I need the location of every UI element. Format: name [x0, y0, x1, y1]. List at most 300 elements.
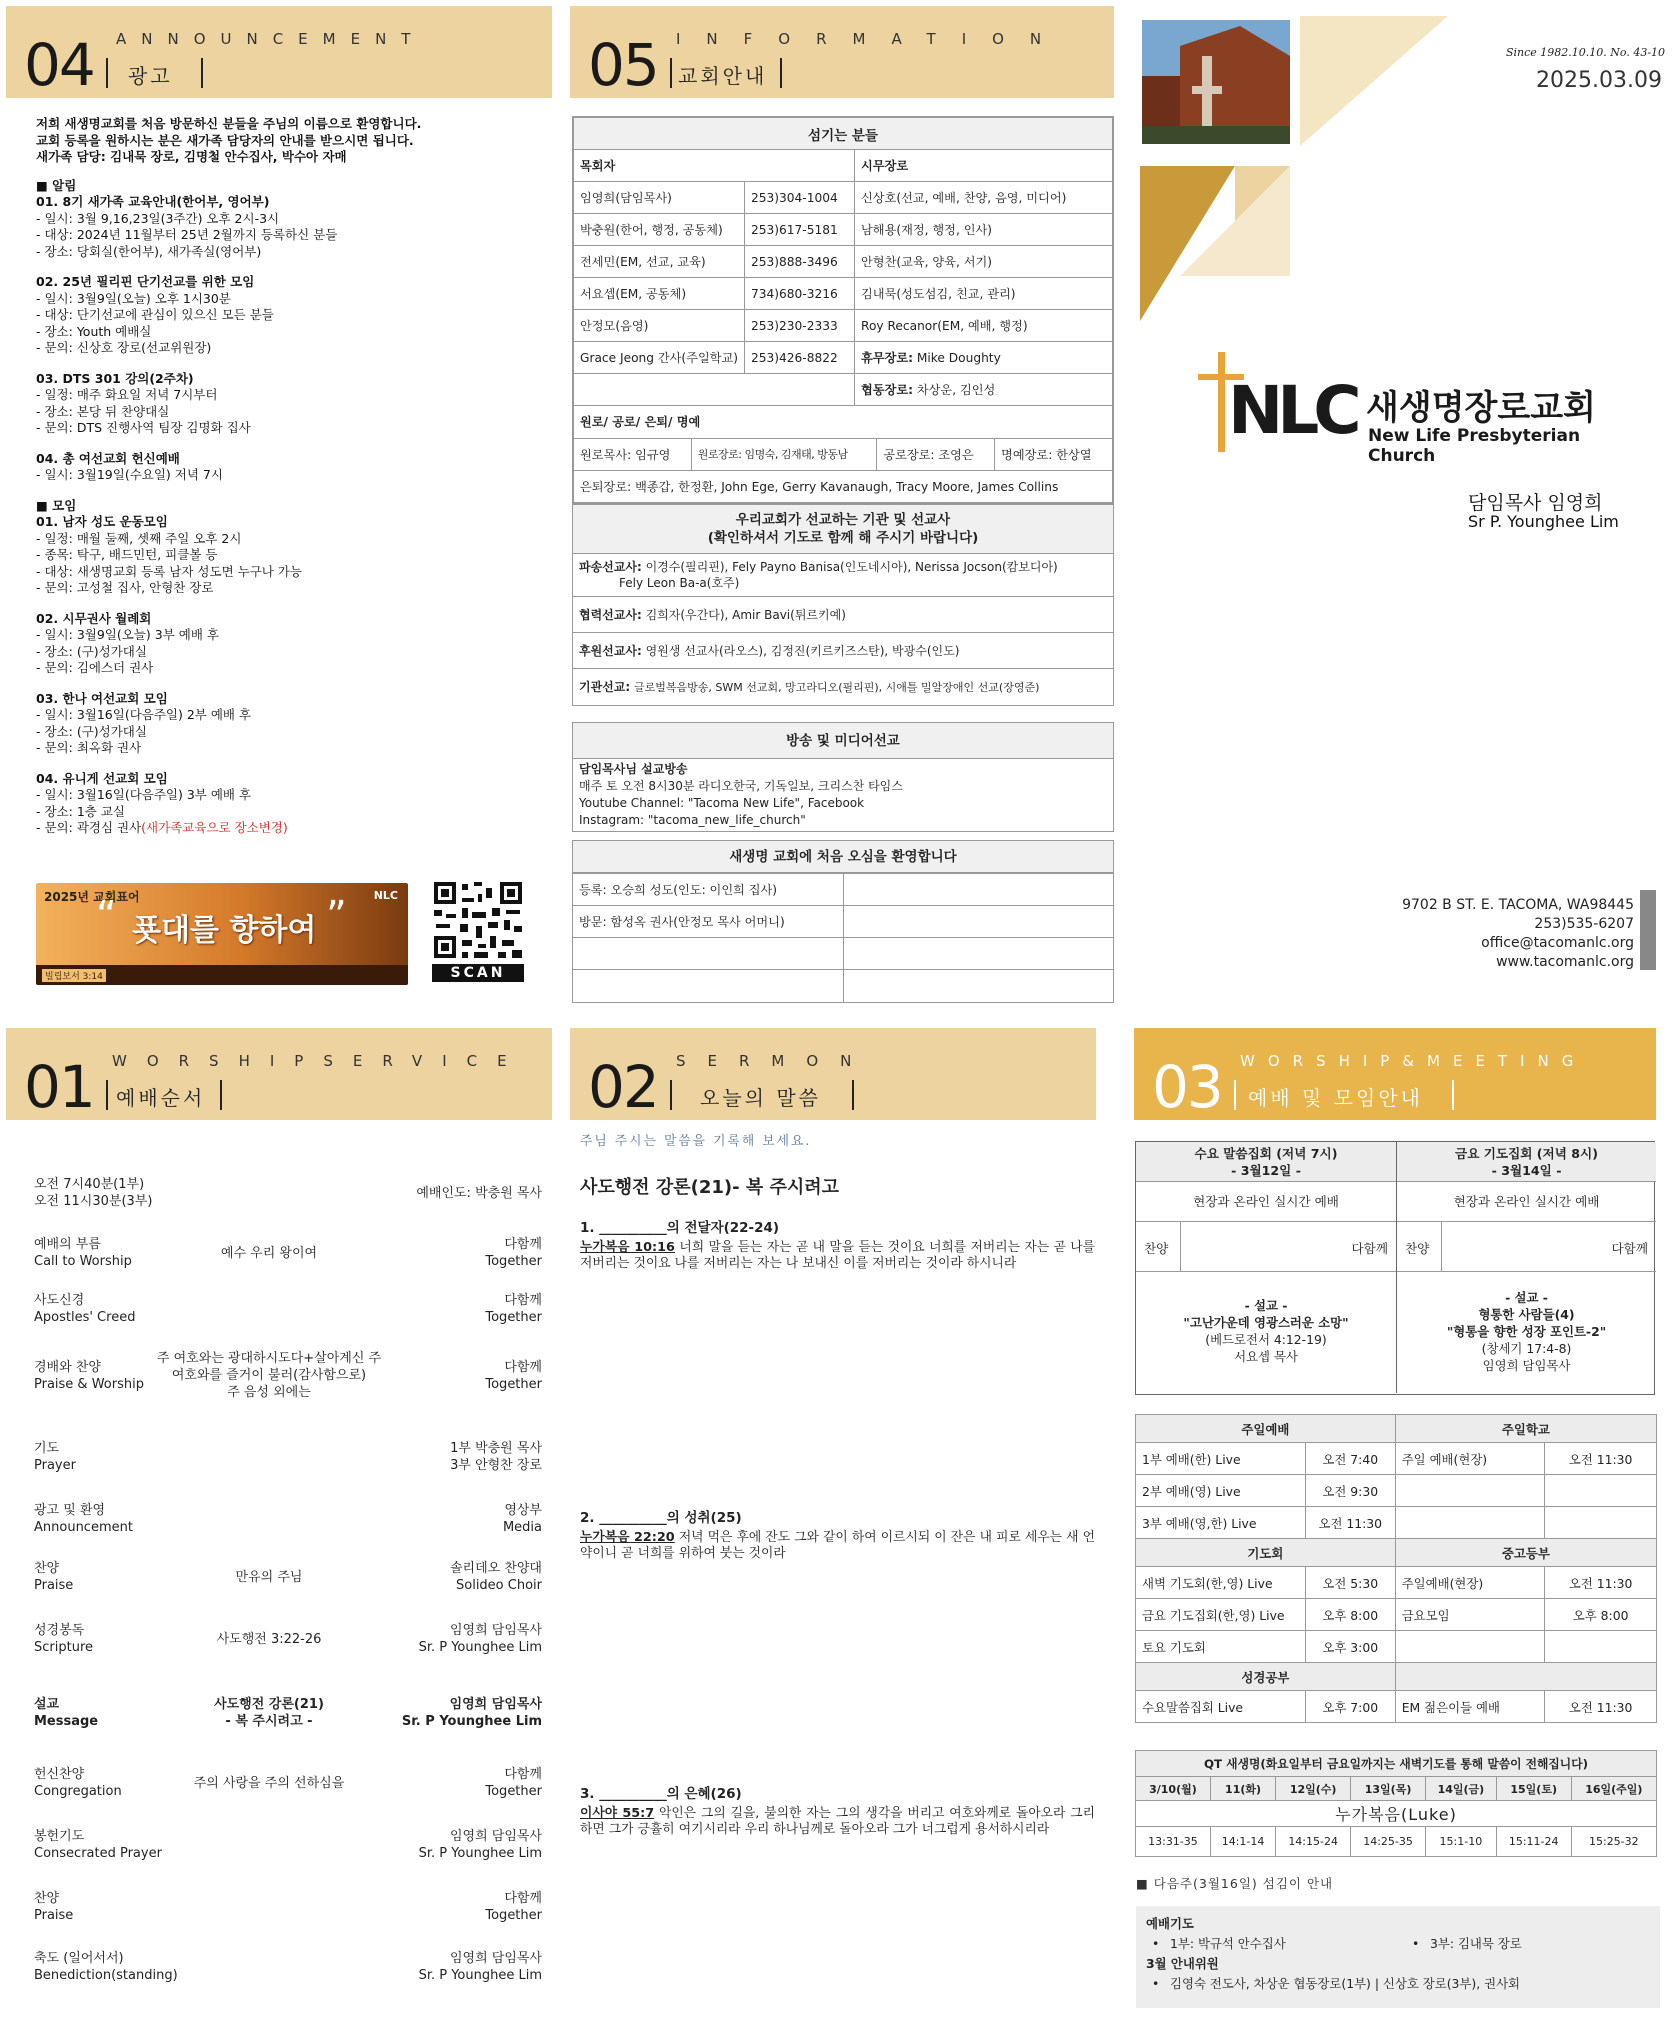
meeting-header	[1134, 1028, 1656, 1120]
event-name: 금요모임	[1395, 1599, 1545, 1631]
worship-row	[34, 1440, 542, 1474]
elder-name	[855, 342, 1113, 374]
verse-ref: 이사야 55:7	[580, 1806, 655, 1821]
order-item-en: Praise	[34, 1578, 74, 1593]
mission-label: 후원선교사:	[579, 643, 642, 658]
pastor-name: 서요셉(EM, 공동체)	[574, 278, 745, 310]
item-text: - 장소: Youth 예배실	[36, 323, 152, 339]
cover-graphic	[1140, 16, 1460, 326]
schedule-row	[1136, 1475, 1657, 1507]
item-text: - 일정: 매주 화요일 저녁 7시부터	[36, 387, 218, 402]
elder-name: 신상호(선교, 예배, 찬양, 음영, 미디어)	[855, 182, 1113, 214]
order-item-en: Congregation	[34, 1784, 122, 1799]
item-text: - 일시: 3월9일(오늘) 3부 예배 후	[36, 627, 219, 642]
elder-name: 김내묵(성도섬김, 친교, 관리)	[855, 278, 1113, 310]
order-leader	[503, 1502, 542, 1536]
side-bar	[1640, 890, 1656, 970]
item-text: - 장소: 당회실(한어부), 새가족실(영어부)	[36, 243, 262, 259]
order-item-en: Praise	[34, 1908, 74, 1923]
praise-who: 다함께	[1351, 1241, 1388, 1256]
pastor-col: 목회자	[574, 150, 855, 182]
motto-verse-bar	[36, 965, 408, 985]
item-text: - 종목: 탁구, 배드민턴, 피클볼 등	[36, 547, 218, 562]
content-line: 예수 우리 왕이여	[220, 1245, 318, 1261]
time-1: 오전 7시40분(1부)	[34, 1177, 145, 1192]
emeritus-cell: 원로장로: 임명숙, 김재태, 방동남	[691, 438, 877, 470]
item-line	[36, 291, 536, 308]
item-text: - 일시: 3월9일(오늘) 오후 1시30분	[36, 290, 231, 306]
section-number: 01	[24, 1053, 94, 1121]
information-header	[570, 6, 1114, 98]
section-eng-title: INFORMATION	[676, 30, 1068, 48]
media-box	[572, 722, 1114, 832]
item-title: 01. 남자 성도 운동모임	[36, 514, 168, 529]
media-line: 매주 토 오전 8시30분 라디오한국, 기독일보, 크리스찬 타임스	[579, 779, 903, 793]
order-item	[34, 1359, 144, 1393]
item-title: 01. 8기 새가족 교육안내(한어부, 영어부)	[36, 194, 270, 209]
item-line	[36, 547, 536, 564]
item-line	[36, 211, 536, 228]
praise-label: 찬양	[1144, 1241, 1169, 1256]
sermon-line: 임영희 담임목사	[1482, 1357, 1571, 1373]
mission-row	[573, 554, 1113, 597]
mission-label: 파송선교사:	[579, 560, 642, 574]
order-item-kr: 설교	[34, 1697, 60, 1712]
point-verse	[580, 1530, 1095, 1562]
item-line	[36, 627, 536, 644]
event-time: 오후 8:00	[1545, 1599, 1657, 1631]
blank-cell	[1395, 1507, 1545, 1539]
sermon-header	[570, 1028, 1096, 1120]
schedule-row	[1136, 1631, 1657, 1663]
blank-cell	[843, 874, 1113, 906]
item-text: - 장소: (구)성가대실	[36, 643, 147, 659]
order-leader	[402, 1696, 542, 1730]
schedule-heading: 성경공부	[1136, 1663, 1396, 1691]
order-item-kr: 경배와 찬양	[34, 1359, 101, 1375]
content-line: 사도행전 3:22-26	[216, 1631, 322, 1647]
order-leader	[485, 1236, 542, 1270]
event-name: 금요 기도집회(한,영) Live	[1136, 1599, 1306, 1631]
leader-line: 다함께	[504, 1237, 542, 1252]
point-heading: 1. __________의 전달자(22-24)	[580, 1220, 780, 1236]
event-time: 오후 8:00	[1305, 1599, 1395, 1631]
order-leader	[485, 1890, 542, 1924]
staff-row	[574, 342, 1113, 374]
mission-box	[572, 504, 1114, 706]
cross-icon	[1218, 352, 1225, 452]
event-name: 주일예배(현장)	[1395, 1567, 1545, 1599]
senior-pastor-kr: 담임목사 임영희	[1468, 492, 1603, 514]
welcome-title: 새생명 교회에 처음 오심을 환영합니다	[573, 841, 1113, 873]
elder-col: 시무장로	[855, 150, 1113, 182]
intro-line: 저희 새생명교회를 처음 방문하신 분들을 주님의 이름으로 환영합니다.	[36, 116, 422, 131]
item-line	[36, 404, 536, 421]
order-item-kr: 기도	[34, 1441, 60, 1456]
order-item-kr: 축도 (일어서서)	[34, 1951, 124, 1966]
qr-code[interactable]	[432, 880, 524, 980]
verse-ref: 누가복음 10:16	[580, 1240, 675, 1255]
leader-line: Solideo Choir	[456, 1578, 542, 1593]
bullet: •	[1152, 1976, 1160, 1991]
event-name: 1부 예배(한) Live	[1136, 1443, 1306, 1475]
qt-verse: 13:31-35	[1136, 1827, 1211, 1857]
item-text: - 문의: 최옥화 권사	[36, 740, 142, 755]
event-name: 3부 예배(영,한) Live	[1136, 1507, 1306, 1539]
section-eng-title: WORSHIP&MEETING	[1240, 1052, 1587, 1070]
intro-line: 교회 등록을 원하시는 분은 새가족 담당자의 안내를 받으시면 됩니다.	[36, 132, 414, 148]
qt-day: 12일(수)	[1276, 1777, 1351, 1801]
item-title: 04. 유니게 선교회 모임	[36, 770, 168, 786]
sermon-point	[580, 1220, 1095, 1272]
order-leader	[485, 1766, 542, 1800]
item-text: - 장소: 본당 뒤 찬양대실	[36, 403, 170, 419]
blank-cell	[843, 970, 1113, 1002]
assoc-value: 차상운, 김인성	[916, 383, 996, 397]
pastor-phone: 734)680-3216	[745, 278, 855, 310]
staff-row	[574, 182, 1113, 214]
item-title: 04. 총 여선교회 헌신예배	[36, 450, 180, 466]
leader-line: Together	[485, 1254, 542, 1269]
item-line	[36, 467, 536, 484]
item-text: - 일시: 3월16일(다음주일) 2부 예배 후	[36, 707, 252, 722]
scan-label: SCAN	[432, 964, 524, 982]
worship-row	[34, 1828, 542, 1862]
mission-line	[579, 679, 1107, 696]
blank-cell	[1395, 1475, 1545, 1507]
divider	[106, 58, 108, 88]
order-item-kr: 사도신경	[34, 1293, 85, 1308]
leader-line: 임영희 담임목사	[449, 1951, 542, 1966]
elder-name: Roy Recanor(EM, 예배, 행정)	[855, 310, 1113, 342]
service-title: 수요 말씀집회 (저녁 7시)	[1194, 1146, 1338, 1161]
prayer-3: 3부: 김내묵 장로	[1430, 1936, 1522, 1951]
qt-day: 16일(주일)	[1571, 1777, 1656, 1801]
sermon-title: 사도행전 강론(21)- 복 주시려고	[580, 1177, 840, 1198]
order-leader	[485, 1292, 542, 1326]
item-title: 03. DTS 301 강의(2주차)	[36, 370, 194, 386]
schedule-heading: 주일학교	[1395, 1415, 1656, 1443]
worship-header	[6, 1028, 552, 1120]
staff-box	[572, 116, 1114, 504]
motto-verse: 빌립보서 3:14	[42, 969, 106, 982]
email-link[interactable]: office@tacomanlc.org	[1481, 935, 1634, 951]
item-text: - 장소: (구)성가대실	[36, 723, 147, 739]
section-eng-title: WORSHIPSERVICE	[112, 1052, 527, 1070]
item-line	[36, 324, 536, 341]
servants-box	[1136, 1906, 1660, 2008]
pastor-phone: 253)617-5181	[745, 214, 855, 246]
worship-leader: 예배인도: 박충원 목사	[416, 1186, 542, 1201]
sermon-line: - 설교 -	[1244, 1298, 1288, 1313]
service-times	[34, 1176, 542, 1212]
order-leader	[450, 1440, 542, 1474]
meeting-heading: ■ 모임	[36, 497, 77, 513]
item-line	[36, 307, 536, 324]
welcome-register: 등록: 오승희 성도(인도: 이인희 집사)	[573, 874, 843, 906]
assoc-cell	[855, 374, 1113, 406]
usher-heading: 3월 안내위원	[1146, 1956, 1219, 1971]
media-line: 담임목사님 설교방송	[579, 762, 688, 776]
qt-day: 3/10(월)	[1136, 1777, 1211, 1801]
order-item	[34, 1828, 162, 1862]
church-address	[1380, 896, 1634, 972]
section-number: 02	[588, 1053, 658, 1121]
item-line	[36, 564, 536, 581]
worship-row	[34, 1292, 542, 1326]
divider	[780, 58, 782, 88]
schedule-heading: 중고등부	[1395, 1539, 1656, 1567]
order-item	[34, 1292, 135, 1326]
item-line	[36, 660, 536, 677]
order-item-en: Message	[34, 1714, 99, 1729]
staff-title: 섬기는 분들	[574, 118, 1113, 150]
praise-row	[1397, 1222, 1656, 1272]
service-date: - 3월12일 -	[1231, 1163, 1301, 1178]
blank-cell	[843, 938, 1113, 970]
worship-row	[34, 1950, 542, 1984]
mission-title	[573, 505, 1113, 554]
item-text: - 문의: DTS 진행사역 팀장 김명화 집사	[36, 420, 251, 435]
media-line: Youtube Channel: "Tacoma New Life", Facebook	[579, 796, 865, 810]
item-line	[36, 580, 536, 597]
leader-line: Sr. P Younghee Lim	[401, 1714, 542, 1729]
schedule-row	[1136, 1691, 1657, 1723]
intro-line: 새가족 담당: 김내묵 장로, 김명철 안수집사, 박수아 자매	[36, 149, 347, 164]
logo-letters: NLC	[1228, 372, 1356, 449]
assoc-label: 협동장로:	[861, 383, 913, 397]
leader-line: 임영희 담임목사	[449, 1829, 542, 1844]
times	[34, 1176, 152, 1210]
elder-name: 남해용(재정, 행정, 인사)	[855, 214, 1113, 246]
order-leader	[450, 1560, 542, 1594]
event-name: 2부 예배(영) Live	[1136, 1475, 1306, 1507]
mission-label: 협력선교사:	[579, 607, 642, 622]
mission-subtitle: (확인하셔서 기도로 함께 해 주시기 바랍니다)	[707, 530, 979, 546]
schedule-row	[1136, 1507, 1657, 1539]
pastor-name: 안정모(음영)	[574, 310, 745, 342]
qt-verse: 15:25-32	[1571, 1827, 1656, 1857]
leader-line: Together	[485, 1908, 542, 1923]
cover-shapes	[1140, 16, 1460, 326]
worship-row	[34, 1350, 542, 1401]
welcome-table	[573, 873, 1113, 1002]
mission-row	[573, 633, 1113, 669]
leader-line: 임영희 담임목사	[449, 1623, 542, 1638]
item-line	[36, 820, 536, 837]
item-text: - 일시: 3월16일(다음주일) 3부 예배 후	[36, 787, 252, 802]
emeritus-cell: 공로장로: 조영은	[877, 438, 995, 470]
motto-year: 2025년 교회표어	[44, 890, 140, 904]
item-line	[36, 387, 536, 404]
time-3: 오전 11시30분(3부)	[34, 1194, 153, 1209]
mission-row	[573, 669, 1113, 705]
praise-divider	[1180, 1222, 1181, 1272]
leader-line: 다함께	[504, 1293, 542, 1308]
sermon-line: - 설교 -	[1505, 1289, 1548, 1305]
item-title: 02. 25년 필리핀 단기선교를 위한 모임	[36, 274, 255, 289]
blank-cell	[574, 374, 855, 406]
mission-title-text: 우리교회가 선교하는 기관 및 선교사	[735, 512, 951, 528]
leader-line: Together	[485, 1376, 542, 1392]
item-text: - 장소: 1층 교실	[36, 803, 125, 819]
mission-row	[573, 597, 1113, 633]
event-time: 오전 11:30	[1545, 1691, 1657, 1723]
divider	[106, 1080, 108, 1110]
leader-line: 임영희 담임목사	[449, 1697, 542, 1712]
pastor-phone: 253)230-2333	[745, 310, 855, 342]
emeritus-cell: 명예장로: 한상열	[995, 438, 1113, 470]
blank-cell	[1545, 1475, 1657, 1507]
quote-icon: ”	[326, 893, 347, 939]
leader-line: Sr. P Younghee Lim	[418, 1968, 542, 1983]
order-item-kr: 예배의 부름	[34, 1237, 101, 1252]
pastor-phone: 253)304-1004	[745, 182, 855, 214]
staff-row	[574, 214, 1113, 246]
announcement-item	[36, 371, 536, 437]
qt-book: 누가복음(Luke)	[1136, 1801, 1657, 1827]
order-item-kr: 찬양	[34, 1891, 60, 1906]
order-content	[154, 1350, 384, 1401]
motto-title: 푯대를 향하여	[132, 913, 317, 948]
worship-row	[34, 1890, 542, 1924]
order-item-kr: 광고 및 환영	[34, 1503, 106, 1518]
item-line	[36, 787, 536, 804]
item-line	[36, 644, 536, 661]
order-content	[154, 1245, 384, 1262]
blank-cell	[1395, 1631, 1545, 1663]
qt-day: 14일(금)	[1426, 1777, 1497, 1801]
content-line: 주 여호와는 광대하시도다+살아계신 주	[156, 1351, 382, 1366]
service-date: - 3월14일 -	[1491, 1163, 1562, 1178]
schedule-heading-row	[1136, 1663, 1657, 1691]
leader-line: 1부 박충원 목사	[450, 1441, 542, 1456]
welcome-visit: 방문: 함성옥 권사(안정모 목사 어머니)	[573, 906, 843, 938]
item-line	[36, 740, 536, 757]
emeritus-table	[573, 438, 1113, 503]
section-number: 05	[588, 31, 658, 99]
rest-value: Mike Doughty	[916, 351, 1001, 365]
order-item-en: Call to Worship	[34, 1254, 132, 1269]
phone: 253)535-6207	[1534, 916, 1634, 932]
section-number: 04	[24, 31, 94, 99]
item-line	[36, 244, 536, 261]
item-text: - 대상: 2024년 11월부터 25년 2월까지 등록하신 분들	[36, 227, 338, 242]
schedule-row	[1136, 1599, 1657, 1631]
prayer-row	[1146, 1934, 1650, 1954]
blank-cell	[843, 906, 1113, 938]
usher-row	[1146, 1974, 1650, 1994]
announcement-item	[36, 514, 536, 597]
service-live: 현장과 온라인 실시간 예배	[1136, 1182, 1396, 1222]
announcement-item	[36, 194, 536, 260]
item-title: 02. 시무권사 월례회	[36, 610, 152, 626]
schedule-table	[1135, 1414, 1657, 1723]
sermon-note: 주님 주시는 말씀을 기록해 보세요.	[580, 1134, 812, 1149]
leader-line: Media	[502, 1520, 542, 1535]
qr-code-icon	[432, 880, 524, 960]
order-item-en: Scripture	[34, 1640, 94, 1655]
church-logo	[1198, 350, 1638, 466]
order-item-kr: 찬양	[34, 1561, 60, 1576]
rest-label: 휴무장로:	[861, 351, 913, 365]
order-leader	[419, 1622, 542, 1656]
event-name: 주일 예배(현장)	[1395, 1443, 1545, 1475]
blank-cell	[573, 938, 843, 970]
order-leader	[419, 1950, 542, 1984]
sermon-line: "형통을 향한 성장 포인트-2"	[1446, 1323, 1607, 1339]
qt-title: QT 새생명(화요일부터 금요일까지는 새벽기도를 통해 말씀이 전해집니다)	[1136, 1751, 1657, 1777]
content-line: 여호와를 즐거이 불러(감사함으로)	[171, 1368, 367, 1383]
bullet: •	[1152, 1936, 1160, 1951]
order-item-en: Announcement	[34, 1520, 133, 1535]
emeritus-cell: 원로목사: 임규영	[574, 438, 692, 470]
motto-logo: NLC	[373, 889, 398, 902]
item-line	[36, 804, 536, 821]
item-text: - 대상: 새생명교회 등록 남자 성도면 누구나 가능	[36, 563, 302, 579]
worship-row	[34, 1560, 542, 1594]
blank-cell	[1545, 1507, 1657, 1539]
event-time: 오전 9:30	[1305, 1475, 1395, 1507]
retired-elders: 은퇴장로: 백종갑, 한정환, John Ege, Gerry Kavanaugh, Tracy Moore, James Collins	[574, 470, 1113, 502]
announcement-item	[36, 771, 536, 837]
leader-line: 영상부	[504, 1503, 542, 1518]
praise-label: 찬양	[1405, 1241, 1430, 1256]
divider	[852, 1080, 854, 1110]
staff-row	[574, 246, 1113, 278]
qt-day: 15일(토)	[1496, 1777, 1571, 1801]
worship-row	[34, 1236, 542, 1270]
item-title: 03. 한나 여선교회 모임	[36, 690, 168, 706]
item-text: - 일정: 매월 둘째, 셋째 주일 오후 2시	[36, 530, 242, 546]
prayer-heading: 예배기도	[1146, 1916, 1194, 1931]
section-kor-title: 교회안내	[678, 64, 768, 88]
senior-pastor-en: Sr P. Younghee Lim	[1468, 512, 1619, 531]
section-kor-title: 광고	[128, 64, 173, 88]
verse-text: 악인은 그의 길을, 불의한 자는 그의 생각을 버리고 여호와께로 돌아오라 그리하면 그가 긍휼히 여기시리라 우리 하나님께로 돌아오라 그가 너그럽게 용서하시리라	[580, 1806, 1095, 1837]
schedule-heading-row	[1136, 1539, 1657, 1567]
pastor-name: 전세민(EM, 선교, 교육)	[574, 246, 745, 278]
website-link[interactable]: www.tacomanlc.org	[1496, 954, 1634, 970]
order-item-kr: 헌신찬양	[34, 1767, 85, 1782]
fri-service	[1396, 1142, 1656, 1393]
praise-divider	[1441, 1222, 1442, 1272]
sermon-line: "고난가운데 영광스러운 소망"	[1183, 1315, 1349, 1330]
point-heading: 3. __________의 은혜(26)	[580, 1786, 742, 1802]
order-item	[34, 1236, 132, 1270]
mission-value: 이경수(필리핀), Fely Payno Banisa(인도네시아), Nerissa Jocson(캄보디아)	[645, 560, 1058, 574]
order-item-en: Prayer	[34, 1458, 76, 1473]
pastor-phone: 253)888-3496	[745, 246, 855, 278]
announcement-item	[36, 274, 536, 357]
item-line	[36, 724, 536, 741]
announcement-body	[36, 116, 536, 851]
weekday-services	[1135, 1141, 1655, 1395]
order-item	[34, 1622, 93, 1656]
content-line: 사도행전 강론(21)	[214, 1697, 324, 1712]
event-time: 오후 3:00	[1305, 1631, 1395, 1663]
order-item-en: Benediction(standing)	[34, 1968, 178, 1983]
item-text: - 문의: 고성철 집사, 안형찬 장로	[36, 580, 214, 595]
leader-line: Together	[485, 1784, 542, 1799]
event-time: 오전 7:40	[1305, 1443, 1395, 1475]
pastor-phone: 253)426-8822	[745, 342, 855, 374]
item-line	[36, 420, 536, 437]
leader-line: 3부 안형찬 장로	[450, 1458, 542, 1473]
section-kor-title: 예배 및 모임안내	[1248, 1086, 1423, 1110]
content-line: - 복 주시려고 -	[225, 1714, 313, 1729]
service-live: 현장과 온라인 실시간 예배	[1397, 1182, 1656, 1222]
